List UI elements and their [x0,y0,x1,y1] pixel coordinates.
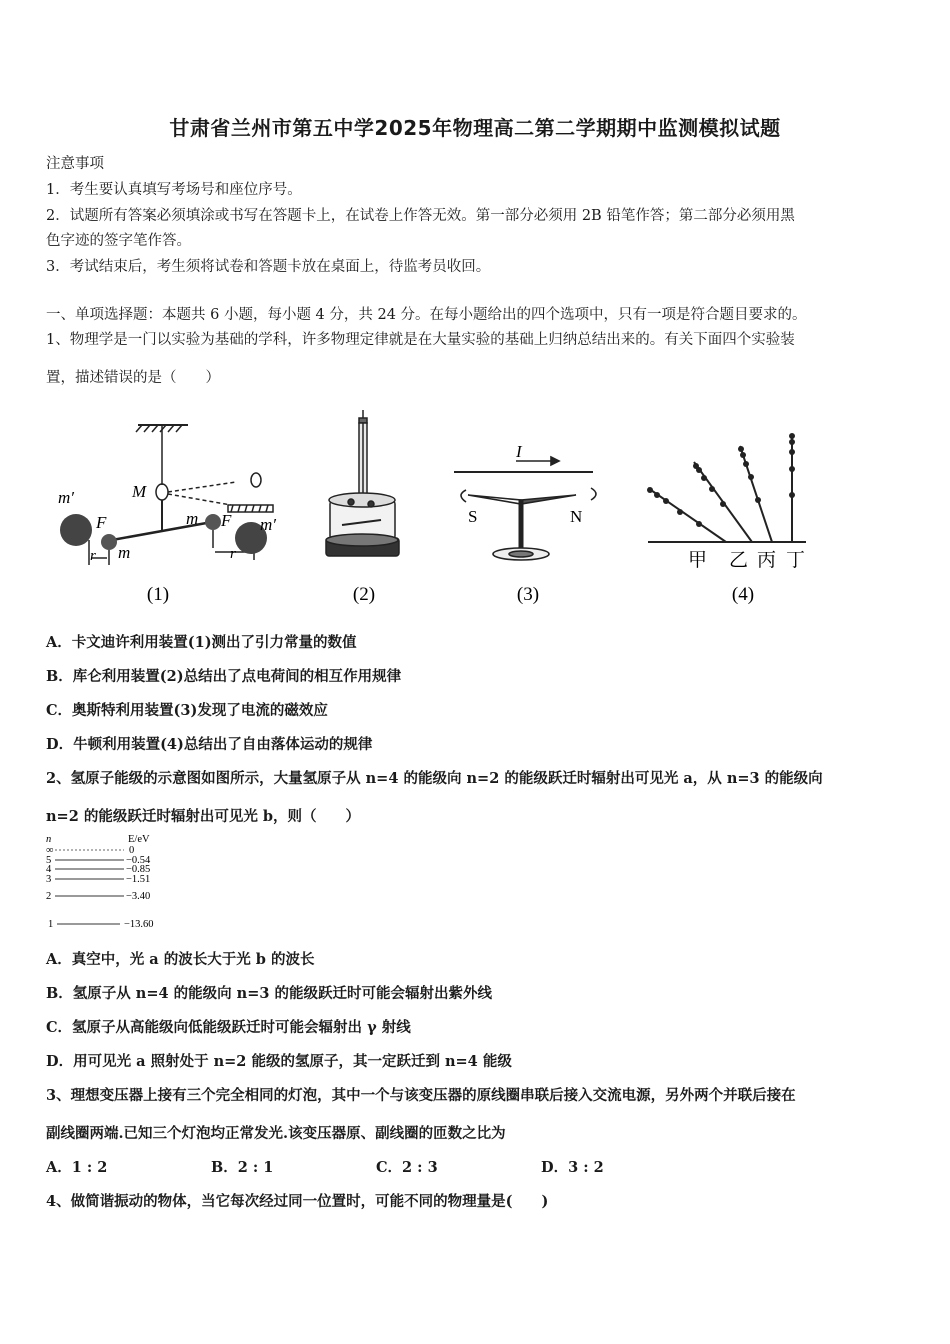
label-r-right: r [230,546,236,562]
section-heading: 一、单项选择题：本题共 6 小题，每小题 4 分，共 24 分。在每小题给出的四个选项中，只有一项是符合题目要求的。 [46,307,807,323]
notice-heading: 注意事项 [46,156,104,172]
level-n-2: 2 [46,891,52,902]
notice-item: 色字迹的签字笔作答。 [46,233,191,249]
level-E-1: −13.60 [124,919,154,930]
label-F-right: F [221,511,232,530]
level-E-5: −0.54 [126,855,151,866]
small-sphere-left [101,534,117,550]
level-n-4: 4 [46,864,52,875]
figure-caption-1: (1) [146,584,170,605]
figure-caption-3: (3) [516,584,540,605]
level-E-inf: 0 [129,845,135,856]
question-3-option-a[interactable]: A．1 : 2 [46,1159,108,1176]
figure-caption-2: (2) [352,584,376,605]
question-2-option-c[interactable]: C．氢原子从高能级向低能级跃迁时可能会辐射出 γ 射线 [46,1019,411,1036]
level-n-5: 5 [46,855,52,866]
energy-level-diagram [40,832,170,936]
label-bing: 丙 [757,549,777,571]
question-1-option-a[interactable]: A．卡文迪许利用装置(1)测出了引力常量的数值 [46,634,357,651]
level-n-1: 1 [48,919,54,930]
question-1-stem: 1、物理学是一门以实验为基础的学科，许多物理定律就是在大量实验的基础上归纳总结出来的。有关下面四个实验装 [46,332,795,348]
question-2-option-d[interactable]: D．用可见光 a 照射处于 n=2 能级的氢原子，其一定跃迁到 n=4 能级 [46,1053,512,1070]
question-3-stem: 3、理想变压器上接有三个完全相同的灯泡，其中一个与该变压器的原线圈串联后接入交流电源，另外两个并联后接在 [46,1087,796,1104]
level-E-3: −1.51 [126,874,151,885]
label-M: M [132,482,147,501]
question-4-stem: 4、做简谐振动的物体，当它每次经过同一位置时，可能不同的物理量是( ) [46,1193,549,1210]
level-E-4: −0.85 [126,864,151,875]
question-3-option-c[interactable]: C．2 : 3 [376,1159,438,1176]
question-2-option-a[interactable]: A．真空中，光 a 的波长大于光 b 的波长 [46,951,315,968]
label-N: N [570,507,583,526]
question-3-option-d[interactable]: D．3 : 2 [541,1159,604,1176]
level-E-2: −3.40 [126,891,151,902]
label-m-prime-left: m′ [58,488,74,507]
question-2-stem: n=2 的能级跃迁时辐射出可见光 b，则（ ） [46,808,361,825]
label-m-right: m [186,509,199,528]
question-1-stem: 置，描述错误的是（ ） [46,370,220,386]
label-F-left: F [96,513,107,532]
diagram-header-n: n [46,834,52,845]
label-S: S [468,507,478,526]
label-jia: 甲 [688,549,708,571]
ball-positions [647,433,795,527]
label-ding: 丁 [786,549,806,571]
notice-item: 3．考试结束后，考生须将试卷和答题卡放在桌面上，待监考员收回。 [46,259,491,275]
label-r-left: r [90,548,96,564]
level-n-3: 3 [46,874,52,885]
question-3-stem: 副线圈两端.已知三个灯泡均正常发光.该变压器原、副线圈的匝数之比为 [46,1125,506,1142]
question-1-option-d[interactable]: D．牛顿利用装置(4)总结出了自由落体运动的规律 [46,736,373,753]
small-sphere-right [205,514,221,530]
label-yi: 乙 [729,549,749,571]
label-current-I: I [516,442,522,461]
question-2-option-b[interactable]: B．氢原子从 n=4 的能级向 n=3 的能级跃迁时可能会辐射出紫外线 [46,985,493,1002]
level-n-inf: ∞ [46,845,54,856]
question-1-option-c[interactable]: C．奥斯特利用装置(3)发现了电流的磁效应 [46,702,328,719]
page-title: 甘肃省兰州市第五中学2025年物理高二第二学期期中监测模拟试题 [169,116,781,140]
coulomb-apparatus [326,410,399,556]
question-3-option-b[interactable]: B．2 : 1 [211,1159,274,1176]
label-m-prime-right: m′ [260,515,276,534]
notice-item: 2．试题所有答案必须填涂或书写在答题卡上，在试卷上作答无效。第一部分必须用 2B 铅笔作答；第二部分必须用黑 [46,208,795,224]
experiment-figure [46,400,876,615]
inclined-planes [648,434,806,542]
question-1-option-b[interactable]: B．库仑利用装置(2)总结出了点电荷间的相互作用规律 [46,668,402,685]
large-sphere-left [60,514,92,546]
question-2-stem: 2、氢原子能级的示意图如图所示，大量氢原子从 n=4 的能级向 n=2 的能级跃迁时辐射出可见光 a，从 n=3 的能级向 [46,770,823,787]
label-m-left: m [118,543,131,562]
diagram-header-E: E/eV [128,834,150,845]
figure-caption-4: (4) [731,584,755,605]
notice-item: 1．考生要认真填写考场号和座位序号。 [46,182,302,198]
